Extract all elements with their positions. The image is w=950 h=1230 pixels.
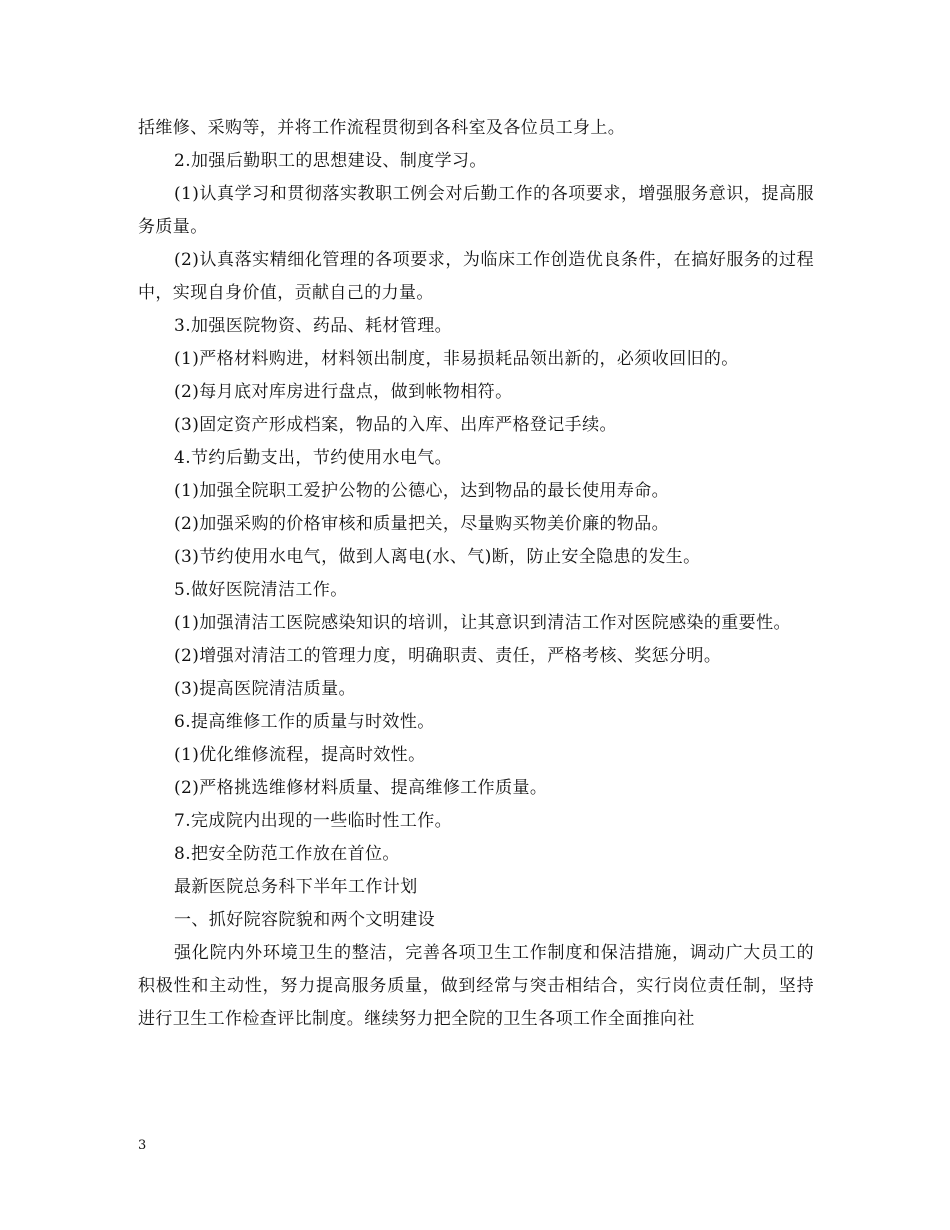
- paragraph: 6.提高维修工作的质量与时效性。: [174, 712, 435, 732]
- paragraph: (2)加强采购的价格审核和质量把关，尽量购买物美价廉的物品。: [174, 514, 670, 534]
- paragraph: (2)增强对清洁工的管理力度，明确职责、责任，严格考核、奖惩分明。: [174, 646, 722, 666]
- paragraph: 3.加强医院物资、药品、耗材管理。: [174, 316, 453, 336]
- paragraph: 括维修、采购等，并将工作流程贯彻到各科室及各位员工身上。: [138, 118, 626, 138]
- paragraph: (1)加强全院职工爱护公物的公德心，达到物品的最长使用寿命。: [174, 481, 670, 501]
- paragraph: 最新医院总务科下半年工作计划: [174, 877, 418, 897]
- paragraph: 8.把安全防范工作放在首位。: [174, 844, 400, 864]
- paragraph: (2)严格挑选维修材料质量、提高维修工作质量。: [174, 778, 548, 798]
- page-number: 3: [138, 1138, 147, 1153]
- paragraph: (1)优化维修流程，提高时效性。: [174, 745, 426, 765]
- paragraph: 强化院内外环境卫生的整洁，完善各项卫生工作制度和保洁措施，调动广大员工的积极性和主动性，努力提高服务质量，做到经常与突击相结合，实行岗位责任制，坚持进行卫生工作检查评比制度。继续努力把全院的卫生各项工作全面推向社: [138, 943, 814, 1029]
- paragraph: 一、抓好院容院貌和两个文明建设: [174, 910, 435, 930]
- paragraph: (3)提高医院清洁质量。: [174, 679, 356, 699]
- paragraph: 2.加强后勤职工的思想建设、制度学习。: [174, 151, 487, 171]
- paragraph: 7.完成院内出现的一些临时性工作。: [174, 811, 453, 831]
- paragraph: (2)认真落实精细化管理的各项要求，为临床工作创造优良条件，在搞好服务的过程中，实现自身价值，贡献自己的力量。: [138, 250, 814, 303]
- paragraph: 5.做好医院清洁工作。: [174, 580, 348, 600]
- paragraph: (1)认真学习和贯彻落实教职工例会对后勤工作的各项要求，增强服务意识，提高服务质量。: [138, 184, 814, 237]
- paragraph: 4.节约后勤支出，节约使用水电气。: [174, 448, 453, 468]
- paragraph: (1)加强清洁工医院感染知识的培训，让其意识到清洁工作对医院感染的重要性。: [174, 613, 791, 633]
- document-body: [138, 112, 814, 1036]
- paragraph: (1)严格材料购进，材料领出制度，非易损耗品领出新的，必须收回旧的。: [174, 349, 739, 369]
- paragraph: (3)节约使用水电气，做到人离电(水、气)断，防止安全隐患的发生。: [174, 547, 701, 567]
- paragraph: (2)每月底对库房进行盘点，做到帐物相符。: [174, 382, 513, 402]
- paragraph: (3)固定资产形成档案，物品的入库、出库严格登记手续。: [174, 415, 617, 435]
